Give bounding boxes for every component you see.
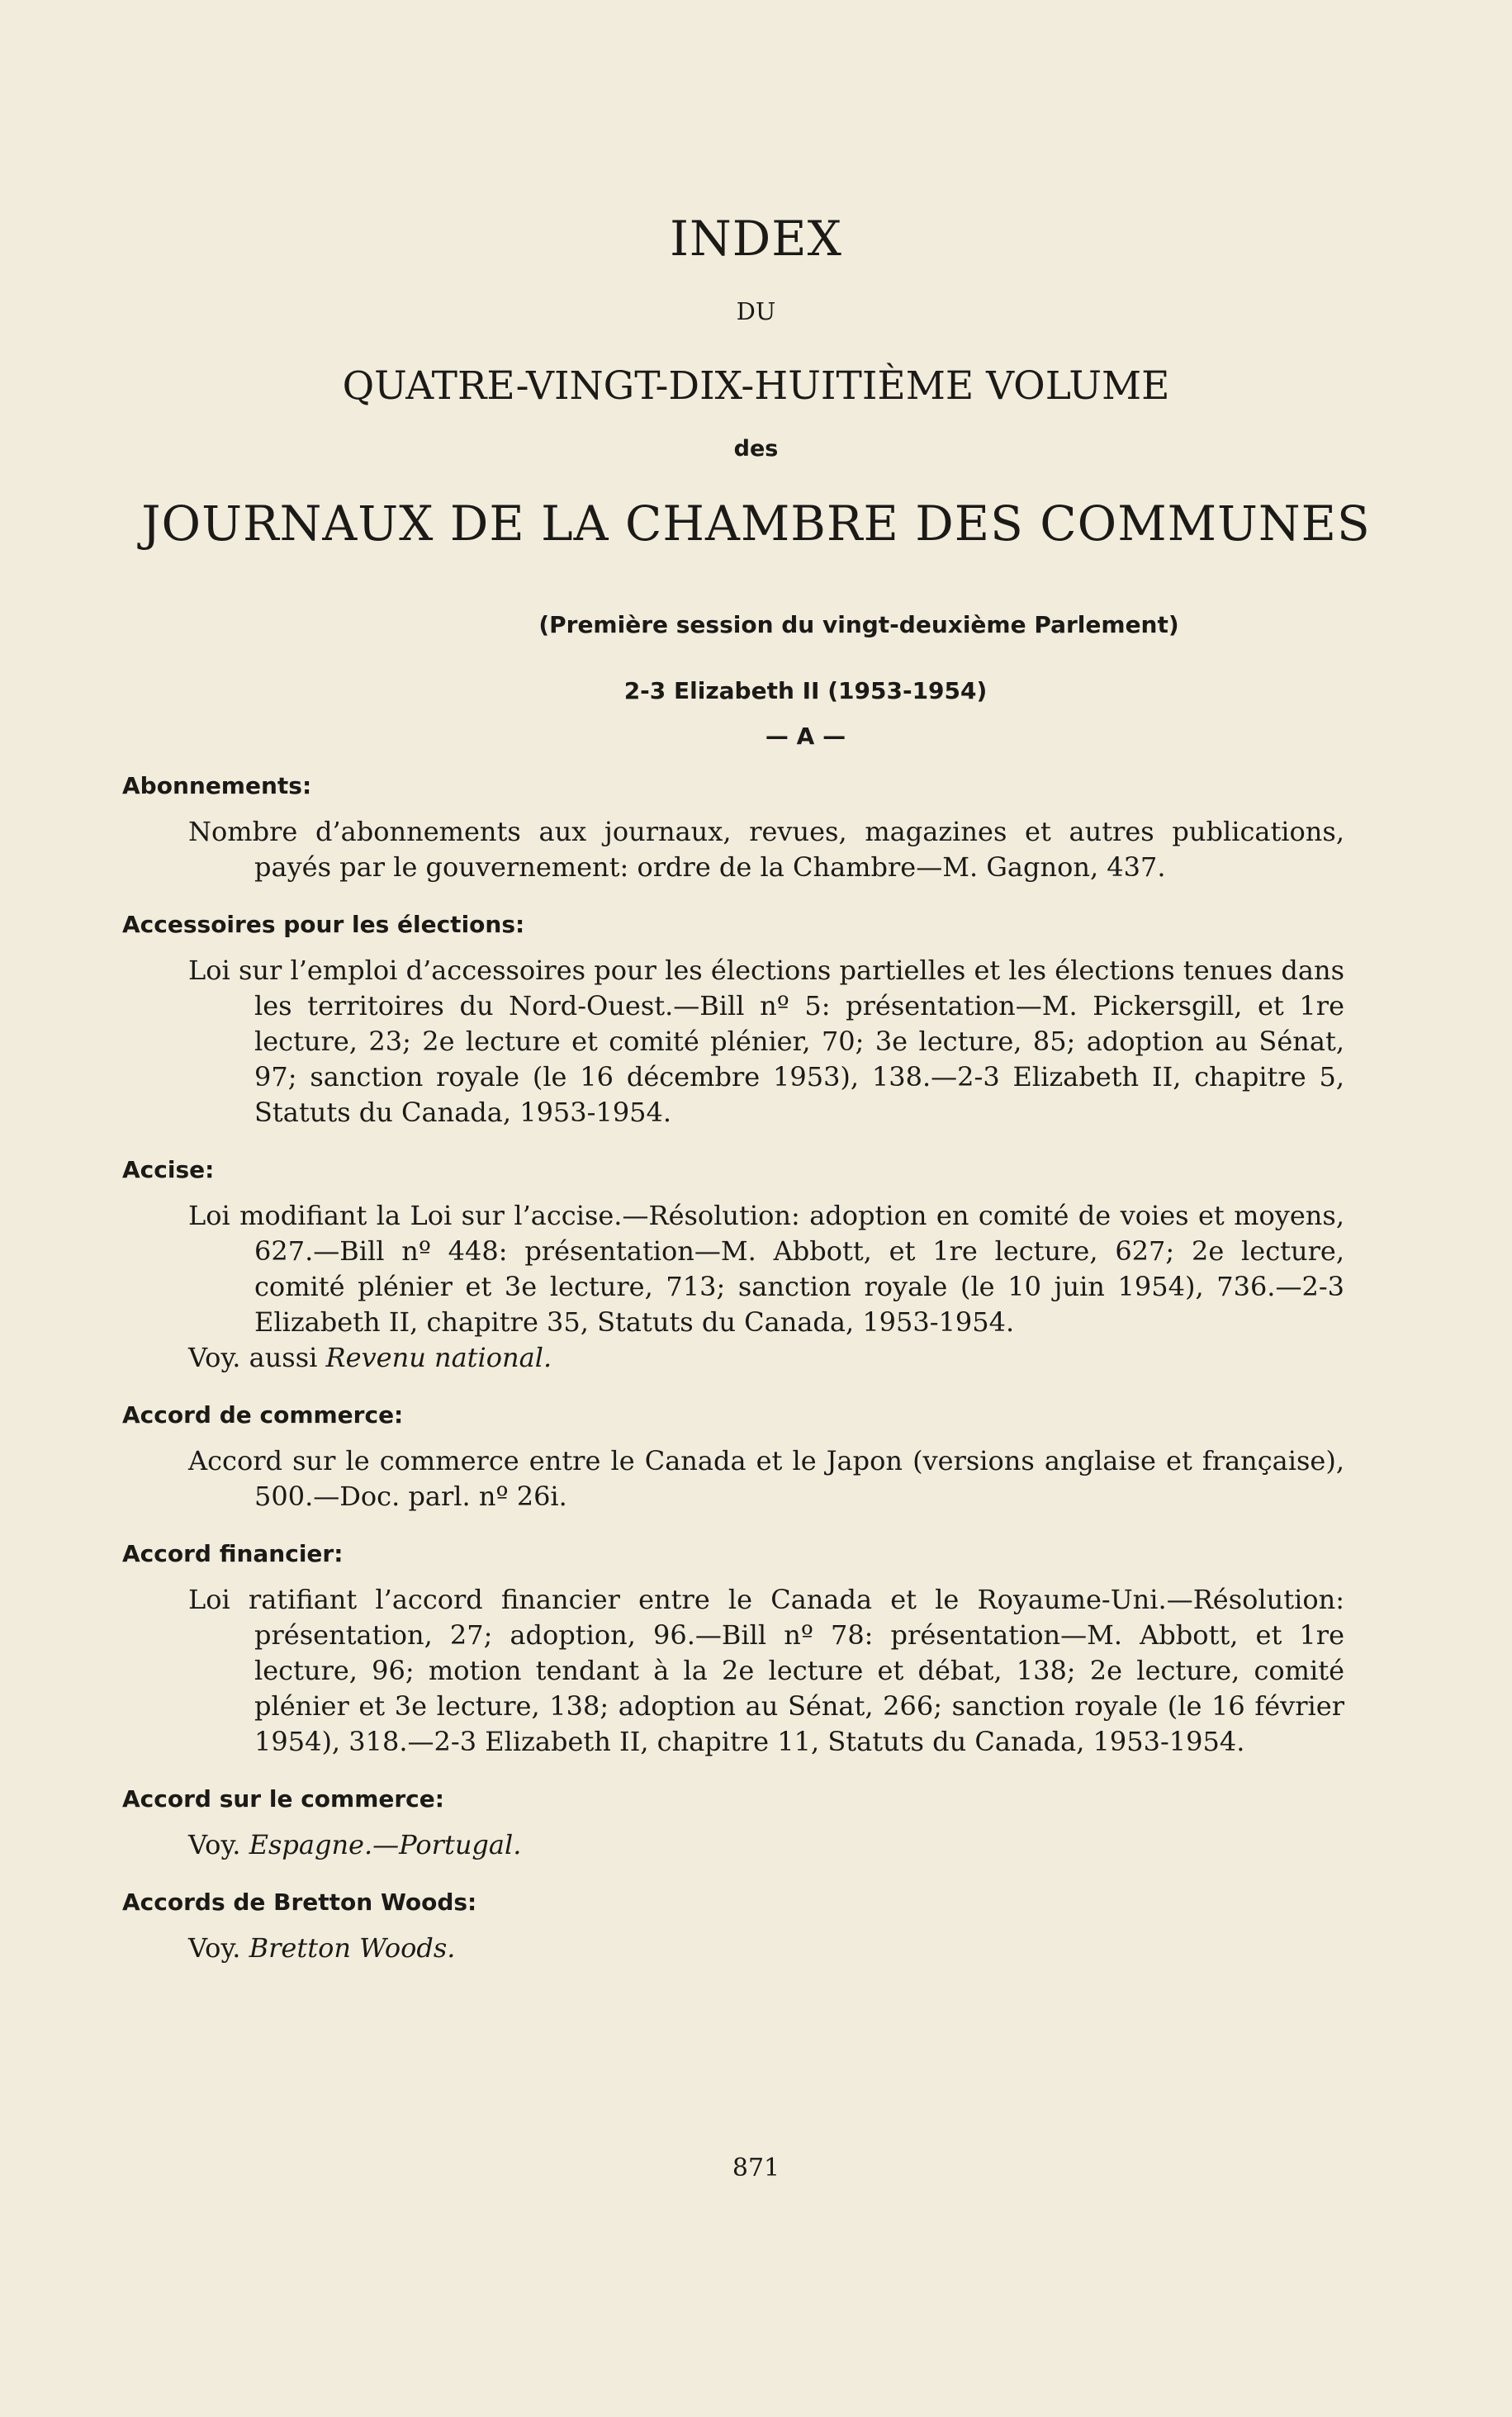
see-also-reference <box>188 1340 1344 1376</box>
index-entry <box>122 1886 1344 1966</box>
see-target: Bretton Woods. <box>249 1932 456 1964</box>
entry-text: Accord sur le commerce entre le Canada et le Japon (versions anglaise et française), 500.—Doc. parl. nº 26i. <box>188 1445 1344 1512</box>
du-label: DU <box>736 297 776 325</box>
index-entry <box>122 1154 1344 1376</box>
entry-heading: Accord de commerce: <box>122 1401 404 1429</box>
see-reference <box>188 1931 1344 1966</box>
entry-text: Loi sur l’emploi d’accessoires pour les élections partielles et les élections tenues dans les territoires du Nord-Ouest.—Bill nº 5: présentation—M. Pickersgill, et 1re lecture, 23; 2e lecture et comité plénier, 70; 3e lecture, 85; adoption au Sénat, 97; sanction royale (le 16 décembre 1953), 138.—2-3 Elizabeth II, chapitre 5, Statuts du Canada, 1953-1954. <box>188 955 1344 1128</box>
index-entry <box>122 1399 1344 1514</box>
entry-text: Loi ratifiant l’accord financier entre le Canada et le Royaume-Uni.—Résolution: présentation, 27; adoption, 96.—Bill nº 78: présentation—M. Abbott, et 1re lecture, 96; motion tendant à la 2e lecture et débat, 138; 2e lecture, comité plénier et 3e lecture, 138; adoption au Sénat, 266; sanction royale (le 16 février 1954), 318.—2-3 Elizabeth II, chapitre 11, Statuts du Canada, 1953-1954. <box>188 1584 1344 1757</box>
entry-heading: Abonnements: <box>122 772 312 799</box>
entry-heading: Accessoires pour les élections: <box>122 911 525 938</box>
entry-text: Loi modifiant la Loi sur l’accise.—Résolution: adoption en comité de voies et moyens, 627.—Bill nº 448: présentation—M. Abbott, et 1re lecture, 627; 2e lecture, comité plénier et 3e lecture, 713; sanction royale (le 10 juin 1954), 736.—2-3 Elizabeth II, chapitre 35, Statuts du Canada, 1953-1954. <box>188 1200 1344 1338</box>
see-prefix: Voy. <box>188 1932 241 1964</box>
session-subtitle: (Première session du vingt-deuxième Parlement) <box>538 611 1179 638</box>
reign-subtitle: 2-3 Elizabeth II (1953-1954) <box>623 677 988 704</box>
index-entry <box>122 1783 1344 1863</box>
see-also-target: Revenu national. <box>325 1342 552 1373</box>
index-title: INDEX <box>670 211 842 267</box>
index-entry <box>122 1538 1344 1760</box>
journal-title: JOURNAUX DE LA CHAMBRE DES COMMUNES <box>141 495 1371 552</box>
volume-title: QUATRE-VINGT-DIX-HUITIÈME VOLUME <box>342 363 1170 409</box>
index-entries <box>122 770 1344 1989</box>
section-letter: — A — <box>765 723 846 750</box>
entry-heading: Accords de Bretton Woods: <box>122 1889 477 1916</box>
index-entry <box>122 770 1344 885</box>
see-target: Espagne.—Portugal. <box>249 1829 522 1860</box>
page-number: 871 <box>732 2154 780 2182</box>
entry-heading: Accise: <box>122 1156 215 1183</box>
see-also-prefix: Voy. aussi <box>188 1342 318 1373</box>
see-prefix: Voy. <box>188 1829 241 1860</box>
entry-heading: Accord financier: <box>122 1540 344 1567</box>
see-reference <box>188 1827 1344 1863</box>
des-label: des <box>733 436 779 462</box>
index-entry <box>122 908 1344 1130</box>
entry-text: Nombre d’abonnements aux journaux, revues, magazines et autres publications, payés par le gouvernement: ordre de la Chambre—M. Gagnon, 437. <box>188 816 1344 883</box>
entry-heading: Accord sur le commerce: <box>122 1785 444 1813</box>
